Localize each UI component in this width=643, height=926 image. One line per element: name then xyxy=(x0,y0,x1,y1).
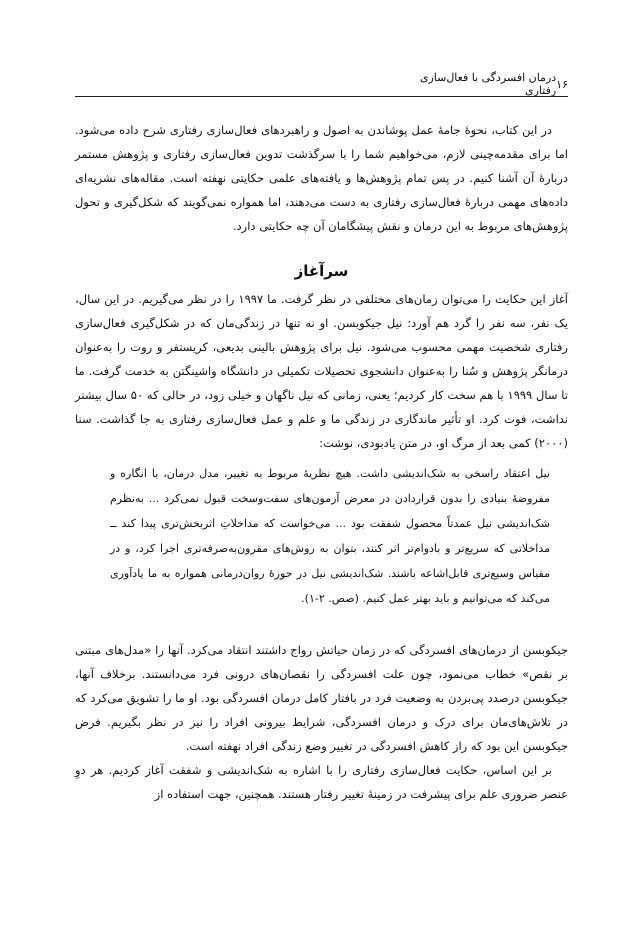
page-number: ۱۶ xyxy=(556,77,568,91)
paragraph-2: جیکوبسن از درمان‌های افسردگی که در زمان حیاتش رواج داشتند انتقاد می‌کرد. آنها را «مدل‌های مبتنی بر نقص» خطاب می‌نمود، چون علت افسردگی را نقصان‌های درونی فرد می‌دانستند. برخلاف آنها، جیکوبسن درصدد پی‌بردن به وضعیت فرد در بافتار کامل درمان افسردگی بود. او ما را تشویق می‌کرد که در تلاش‌های‌مان برای درک و درمان افسردگی، شرایط بیرونی افراد را نیز در نظر بگیریم. فرض جیکوبسن این بود که راز کاهش افسردگی در تغییر وضع زندگی افراد نهفته است. xyxy=(75,643,568,753)
intro-paragraph: در این کتاب، نحوهٔ جامهٔ عمل پوشاندن به اصول و راهبردهای فعال‌سازی رفتاری شرح داده می‌شود. اما برای مقدمه‌چینی لازم، می‌خواهیم شما را با سرگذشت تدوین فعال‌سازی رفتاری و پژوهش مستمر دربارهٔ آن آشنا کنیم. در پس تمام پژوهش‌ها و یافته‌های علمی حکایتی نهفته است. مقاله‌های نشریه‌ای داده‌های مهمی دربارهٔ فعال‌سازی رفتاری به دست می‌دهند، اما همواره نمی‌گویند که شکل‌گیری و تحول پژوهش‌های مربوط به این درمان و نقش پیشگامان آن چه حکایتی دارد. xyxy=(75,123,568,233)
paragraph-1: آغاز این حکایت را می‌توان زمان‌های مختلفی در نظر گرفت. ما ۱۹۹۷ را در نظر می‌گیریم. در این سال، یک نفر، سه نفر را گرد هم آورد: نیل جیکوبسن. او نه تنها در زندگی‌مان که در شکل‌گیری فعال‌سازی رفتاری شخصیت مهمی محسوب می‌شود. نیل برای پژوهش بالینی بدیعی، کریستفر و روت را به‌عنوان درمانگر پژوهش و سُنا را به‌عنوان دانشجوی تحصیلات تکمیلی در دانشگاه واشینگتن به خدمت گرفت. ما تا سال ۱۹۹۹ با هم سخت کار کردیم؛ یعنی، زمانی که نیل ناگهان و خیلی زود، در حالی که ۵۰ سال بیشتر نداشت، فوت کرد. او تأثیر ماندگاری در زندگی ما و علم و عمل فعال‌سازی رفتاری به جا گذاشت. سنا (۲۰۰۰) کمی بعد از مرگ او، در متن یادبودی، نوشت: xyxy=(75,292,569,450)
header-rule xyxy=(75,96,568,97)
intro-block xyxy=(75,118,568,238)
paragraph-1-block xyxy=(75,287,568,455)
paragraph-2-block xyxy=(75,638,568,806)
section-title: سرآغاز xyxy=(294,262,349,280)
running-head xyxy=(408,71,568,97)
block-quote xyxy=(110,461,550,611)
quote-text: نیل اعتقاد راسخی به شک‌اندیشی داشت. هیچ نظریهٔ مربوط به تغییر، مدل درمان، یا انگاره و مفروضهٔ بنیادی را بدون قراردادن در معرض آزمون‌های سفت‌وسخت قبول نمی‌کرد ... به‌نظرم شک‌اندیشی نیل عمدتاً محصول شفقت بود ... می‌خواست که مداخلاتِ اثربخش‌تری پیدا کند ــ مداخلاتی که سریع‌تر و بادوام‌تر اثر کنند، بتوان به روش‌های مقرون‌به‌صرفه‌تری اجرا کرد، و در مقیاس وسیع‌تری قابل‌اشاعه باشند. شک‌اندیشی نیل در حوزهٔ روان‌درمانی همواره به ما یادآوری می‌کند که می‌توانیم و باید بهتر عمل کنیم. (صص. ۲-۱). xyxy=(110,467,550,605)
paragraph-3: بر این اساس، حکایت فعال‌سازی رفتاری را با اشاره به شک‌اندیشی و شفقت آغاز کردیم. هر دوِ عنصر ضروری علم برای پیشرفت در زمینهٔ تغییر رفتار هستند. همچنین، جهت استفاده از xyxy=(75,763,568,801)
running-title: درمان افسردگی با فعال‌سازی رفتاری xyxy=(419,71,557,97)
